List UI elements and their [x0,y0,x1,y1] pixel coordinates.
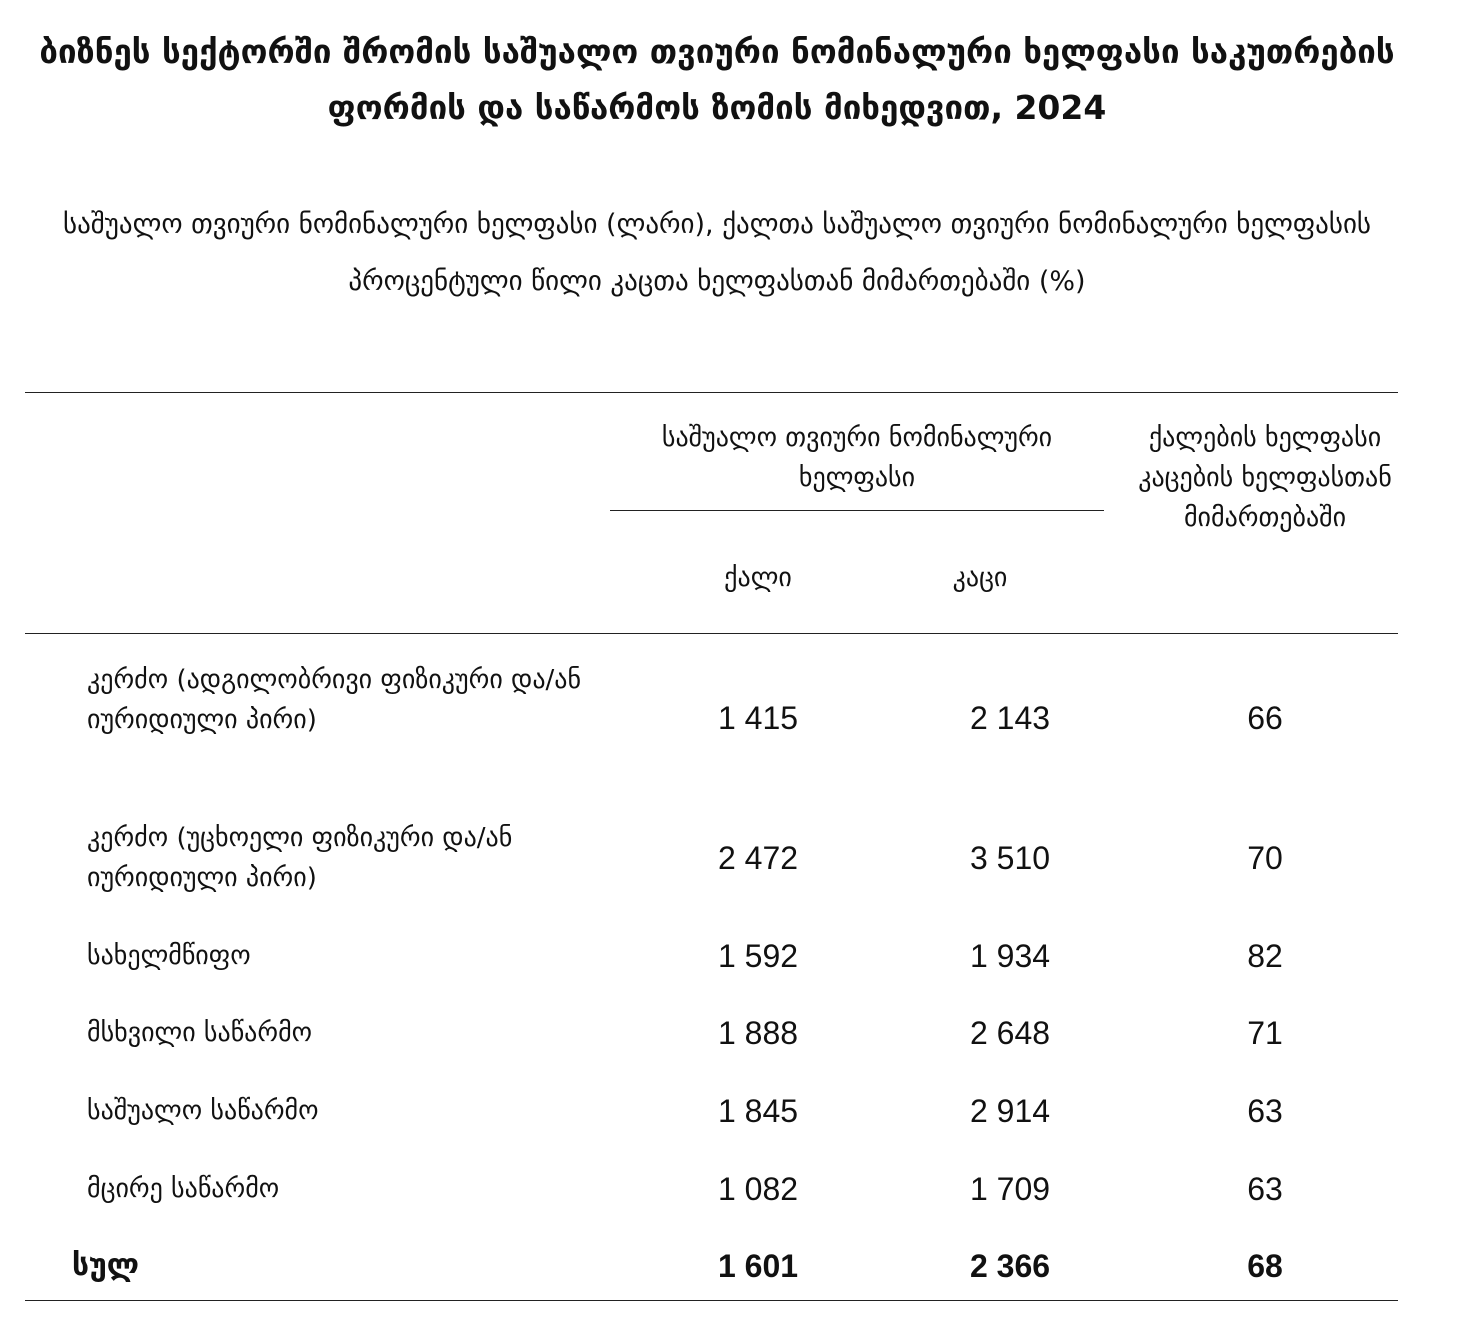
cell-women: 1 845 [717,1093,799,1129]
cell-ratio: 82 [1247,938,1283,974]
cell-women: 1 082 [717,1171,799,1207]
row-label: საშუალო საწარმო [87,1096,319,1126]
total-men: 2 366 [969,1248,1051,1284]
column-header-ratio: ქალების ხელფასი კაცების ხელფასთან მიმართებაში [1138,423,1392,533]
row-label: მსხვილი საწარმო [87,1018,313,1048]
row-label: სახელმწიფო [87,941,251,971]
cell-men: 3 510 [969,840,1051,876]
row-label: კერძო (უცხოელი ფიზიკური და/ან იურიდიული პირი) [87,823,513,893]
cell-men: 2 648 [969,1015,1051,1051]
cell-women: 1 888 [717,1015,799,1051]
cell-men: 2 143 [969,700,1051,736]
cell-men: 1 709 [969,1171,1051,1207]
document-subtitle: საშუალო თვიური ნომინალური ხელფასი (ლარი), ქალთა საშუალო თვიური ნომინალური ხელფასის პროცენტული წილი კაცთა ხელფასთან მიმართებაში (%) [62,209,1372,297]
cell-men: 1 934 [969,938,1051,974]
cell-ratio: 66 [1247,700,1283,736]
cell-women: 2 472 [717,840,799,876]
table-top-rule [25,392,1398,393]
cell-ratio: 70 [1247,840,1283,876]
column-group-header: საშუალო თვიური ნომინალური ხელფასი [661,423,1053,493]
cell-ratio: 63 [1247,1171,1283,1207]
document-title: ბიზნეს სექტორში შრომის საშუალო თვიური ნომინალური ხელფასი საკუთრების ფორმის და საწარმოს ზომის მიხედვით, 2024 [39,32,1395,127]
table-header-rule [25,633,1398,634]
column-header-men: კაცი [952,563,1008,593]
total-ratio: 68 [1247,1248,1283,1284]
cell-women: 1 592 [717,938,799,974]
cell-ratio: 63 [1247,1093,1283,1129]
cell-women: 1 415 [717,700,799,736]
row-label: კერძო (ადგილობრივი ფიზიკური და/ან იურიდიული პირი) [87,665,582,735]
cell-men: 2 914 [969,1093,1051,1129]
total-label: სულ [72,1248,140,1283]
column-header-women: ქალი [724,563,792,593]
total-women: 1 601 [717,1248,799,1284]
column-group-rule [610,510,1104,511]
row-label: მცირე საწარმო [87,1174,280,1204]
table-bottom-rule [25,1300,1398,1301]
cell-ratio: 71 [1247,1015,1283,1051]
